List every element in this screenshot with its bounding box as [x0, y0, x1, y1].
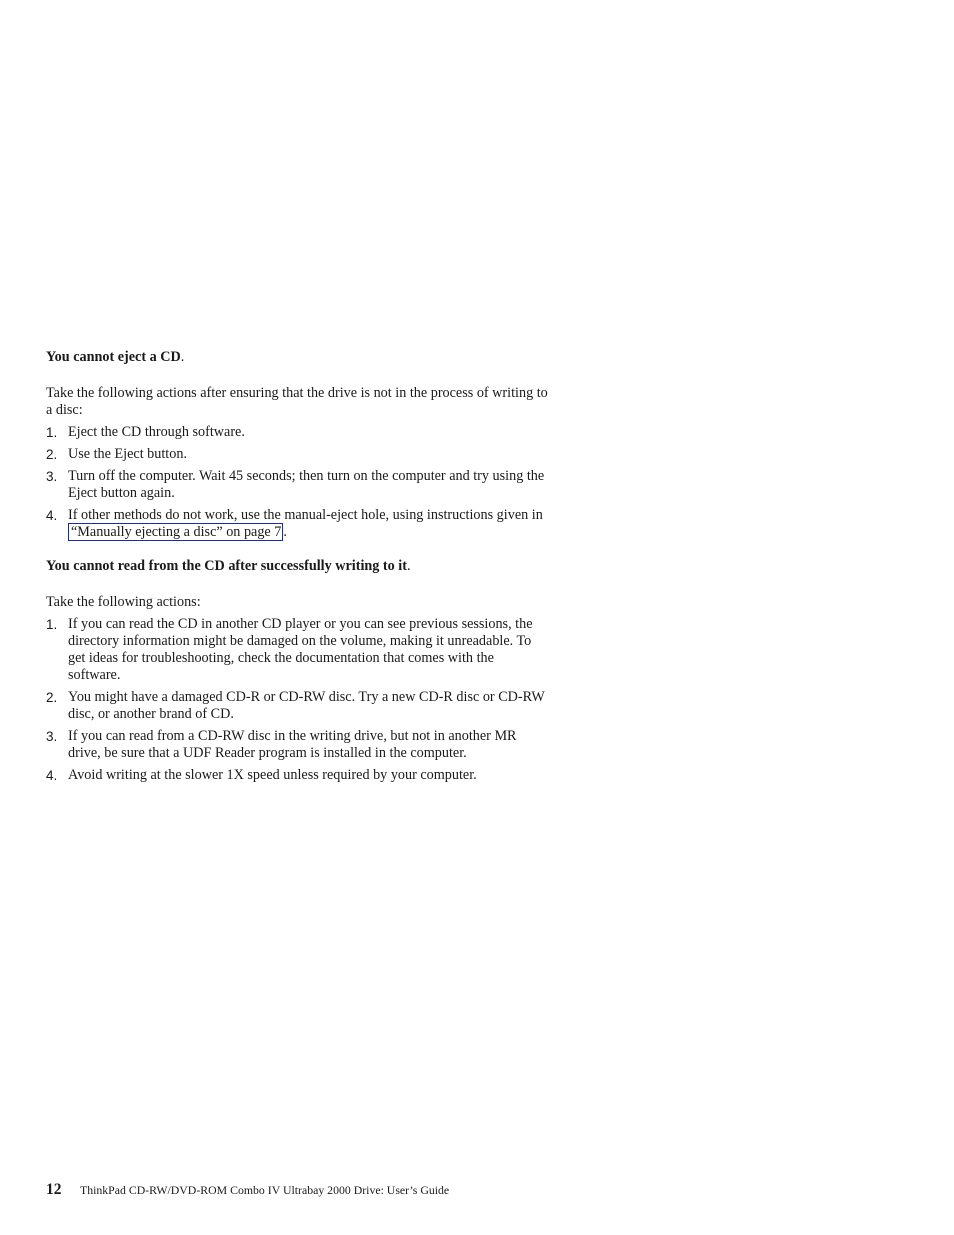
step-number: 4. — [46, 508, 58, 523]
page-number: 12 — [46, 1181, 62, 1198]
step-text: If you can read from a CD-RW disc in the writing drive, but not in another MR drive, be sure that a UDF Reader program is installed in the computer. — [68, 728, 517, 761]
list-item — [46, 507, 548, 541]
step-text: Turn off the computer. Wait 45 seconds; then turn on the computer and try using the Eject button again. — [68, 468, 545, 501]
list-item — [46, 767, 548, 784]
step-number: 1. — [46, 617, 58, 632]
list-item — [46, 689, 548, 723]
list-item — [46, 446, 548, 463]
page-content — [46, 349, 548, 789]
step-number: 3. — [46, 729, 58, 744]
step-number: 1. — [46, 425, 58, 440]
step-text: Avoid writing at the slower 1X speed unless required by your computer. — [68, 767, 477, 783]
step-number: 2. — [46, 447, 58, 462]
step-text: You might have a damaged CD-R or CD-RW disc. Try a new CD-R disc or CD-RW disc, or another brand of CD. — [68, 689, 545, 722]
section-heading: You cannot eject a CD. — [46, 349, 185, 365]
step-text: Use the Eject button. — [68, 446, 187, 462]
step-number: 3. — [46, 469, 58, 484]
section-intro: Take the following actions: — [46, 594, 201, 610]
steps-list — [46, 424, 548, 541]
step-number: 4. — [46, 768, 58, 783]
link-trailing-period: . — [283, 524, 287, 540]
list-item — [46, 424, 548, 441]
section-cannot-read — [46, 558, 548, 784]
list-item — [46, 468, 548, 502]
section-cannot-eject — [46, 349, 548, 541]
list-item — [46, 616, 548, 684]
step-number: 2. — [46, 690, 58, 705]
section-intro: Take the following actions after ensuring that the drive is not in the process of writing to a disc: — [46, 385, 548, 418]
manual-eject-link[interactable]: “Manually ejecting a disc” on page 7 — [68, 523, 283, 541]
section-heading: You cannot read from the CD after successfully writing to it. — [46, 558, 411, 574]
document-title: ThinkPad CD-RW/DVD-ROM Combo IV Ultrabay 2000 Drive: User’s Guide — [80, 1183, 450, 1197]
list-item — [46, 728, 548, 762]
page-footer — [46, 1181, 449, 1199]
step-text: Eject the CD through software. — [68, 424, 245, 440]
step-text: If you can read the CD in another CD player or you can see previous sessions, the directory information might be damaged on the volume, making it unreadable. To get ideas for troubleshooting, check the documentation that comes with the software. — [68, 616, 533, 683]
step-text: If other methods do not work, use the manual-eject hole, using instructions given in — [68, 507, 543, 523]
steps-list — [46, 616, 548, 784]
